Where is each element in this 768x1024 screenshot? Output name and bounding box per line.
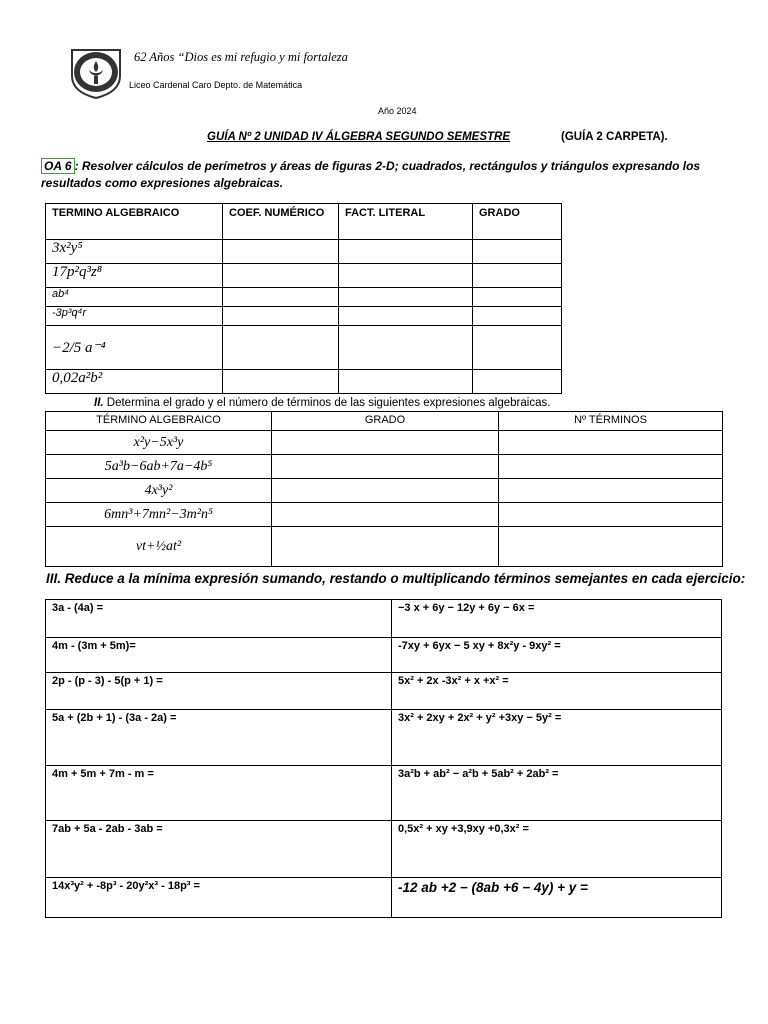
learning-objective <box>41 158 741 192</box>
section-2-text: Determina el grado y el número de términos de las siguientes expresiones algebraicas. <box>103 397 551 409</box>
terms-table <box>45 203 562 394</box>
section-2-instructions <box>94 397 550 409</box>
exercise-cell[interactable]: -7xy + 6yx − 5 xy + 8x²y - 9xy² = <box>392 638 722 673</box>
table-row <box>46 240 562 264</box>
exercise-cell[interactable]: 5a + (2b + 1) - (3a - 2a) = <box>46 710 392 766</box>
objective-text: : Resolver cálculos de perímetros y áreas de figuras 2-D; cuadrados, rectángulos y triángulos expresando los resultados como expresiones algebraicas. <box>41 159 701 190</box>
table-row <box>46 878 722 918</box>
school-motto: 62 Años “Dios es mi refugio y mi fortaleza <box>134 50 348 64</box>
answer-cell[interactable] <box>499 527 723 567</box>
exercise-cell[interactable]: -12 ab +2 − (8ab +6 − 4y) + y = <box>392 878 722 918</box>
exercise-cell[interactable]: 4m - (3m + 5m)= <box>46 638 392 673</box>
exercise-cell[interactable]: 5x² + 2x -3x² + x +x² = <box>392 673 722 710</box>
table-row <box>46 503 723 527</box>
term-cell: ab⁴ <box>46 288 223 307</box>
table-row <box>46 264 562 288</box>
answer-cell[interactable] <box>272 431 499 455</box>
answer-cell[interactable] <box>473 370 562 394</box>
answer-cell[interactable] <box>473 307 562 326</box>
term-cell: -3p³q⁴r <box>46 307 223 326</box>
table-row <box>46 326 562 370</box>
term-cell: 3x²y⁵ <box>46 240 223 264</box>
answer-cell[interactable] <box>339 326 473 370</box>
term-cell: 5a³b−6ab+7a−4b⁵ <box>46 455 272 479</box>
answer-cell[interactable] <box>339 288 473 307</box>
table-header: COEF. NUMÉRICO <box>223 204 339 240</box>
exercise-cell[interactable]: 14x³y² + -8p³ - 20y²x³ - 18p³ = <box>46 878 392 918</box>
objective-tag: OA 6 <box>41 158 75 174</box>
answer-cell[interactable] <box>223 326 339 370</box>
page-title: GUÍA Nº 2 UNIDAD IV ÁLGEBRA SEGUNDO SEMESTRE <box>207 131 511 143</box>
answer-cell[interactable] <box>223 288 339 307</box>
answer-cell[interactable] <box>223 264 339 288</box>
term-cell: vt+½at² <box>46 527 272 567</box>
term-cell: 4x³y² <box>46 479 272 503</box>
exercise-cell[interactable]: 3a - (4a) = <box>46 600 392 638</box>
exercise-cell[interactable]: 3a²b + ab² − a²b + 5ab² + 2ab² = <box>392 766 722 821</box>
answer-cell[interactable] <box>473 264 562 288</box>
answer-cell[interactable] <box>499 431 723 455</box>
answer-cell[interactable] <box>223 307 339 326</box>
table-row <box>46 288 562 307</box>
table-row <box>46 766 722 821</box>
answer-cell[interactable] <box>272 527 499 567</box>
answer-cell[interactable] <box>339 264 473 288</box>
answer-cell[interactable] <box>473 240 562 264</box>
table-row <box>46 638 722 673</box>
answer-cell[interactable] <box>499 479 723 503</box>
section-2-label: II. <box>94 397 104 409</box>
answer-cell[interactable] <box>473 288 562 307</box>
exercise-cell[interactable]: 2p - (p - 3) - 5(p + 1) = <box>46 673 392 710</box>
section-3-title: III. Reduce a la mínima expresión sumando, restando o multiplicando términos semejantes en cada ejercicio: <box>46 571 746 586</box>
page-subtitle: (GUÍA 2 CARPETA). <box>561 131 668 143</box>
table-row <box>46 821 722 878</box>
table-header: GRADO <box>272 412 499 431</box>
table-header: TERMINO ALGEBRAICO <box>46 204 223 240</box>
table-row <box>46 600 722 638</box>
exercise-cell[interactable]: −3 x + 6y − 12y + 6y − 6x = <box>392 600 722 638</box>
table-header: TÉRMINO ALGEBRAICO <box>46 412 272 431</box>
answer-cell[interactable] <box>473 326 562 370</box>
table-row <box>46 455 723 479</box>
exercise-cell[interactable]: 4m + 5m + 7m - m = <box>46 766 392 821</box>
answer-cell[interactable] <box>272 503 499 527</box>
answer-cell[interactable] <box>223 240 339 264</box>
school-crest-logo <box>66 46 126 100</box>
table-row <box>46 710 722 766</box>
answer-cell[interactable] <box>339 240 473 264</box>
answer-cell[interactable] <box>223 370 339 394</box>
table-row <box>46 527 723 567</box>
answer-cell[interactable] <box>499 455 723 479</box>
term-cell: x²y−5x³y <box>46 431 272 455</box>
exercise-cell[interactable]: 3x² + 2xy + 2x² + y² +3xy − 5y² = <box>392 710 722 766</box>
term-cell: 17p²q³z⁸ <box>46 264 223 288</box>
table-row <box>46 431 723 455</box>
table-row <box>46 479 723 503</box>
answer-cell[interactable] <box>339 307 473 326</box>
table-header: GRADO <box>473 204 562 240</box>
table-row <box>46 673 722 710</box>
year: Año 2024 <box>378 106 417 116</box>
term-cell: 0,02a²b² <box>46 370 223 394</box>
term-cell: 6mn³+7mn²−3m²n⁵ <box>46 503 272 527</box>
answer-cell[interactable] <box>272 455 499 479</box>
degree-table <box>45 411 723 567</box>
exercises-table <box>45 599 722 918</box>
school-name: Liceo Cardenal Caro Depto. de Matemática <box>129 80 303 90</box>
answer-cell[interactable] <box>339 370 473 394</box>
table-header: Nº TÉRMINOS <box>499 412 723 431</box>
table-row <box>46 370 562 394</box>
exercise-cell[interactable]: 0,5x² + xy +3,9xy +0,3x² = <box>392 821 722 878</box>
table-header: FACT. LITERAL <box>339 204 473 240</box>
exercise-cell[interactable]: 7ab + 5a - 2ab - 3ab = <box>46 821 392 878</box>
term-cell: −2/5 a⁻⁴ <box>46 326 223 370</box>
answer-cell[interactable] <box>499 503 723 527</box>
answer-cell[interactable] <box>272 479 499 503</box>
table-row <box>46 307 562 326</box>
